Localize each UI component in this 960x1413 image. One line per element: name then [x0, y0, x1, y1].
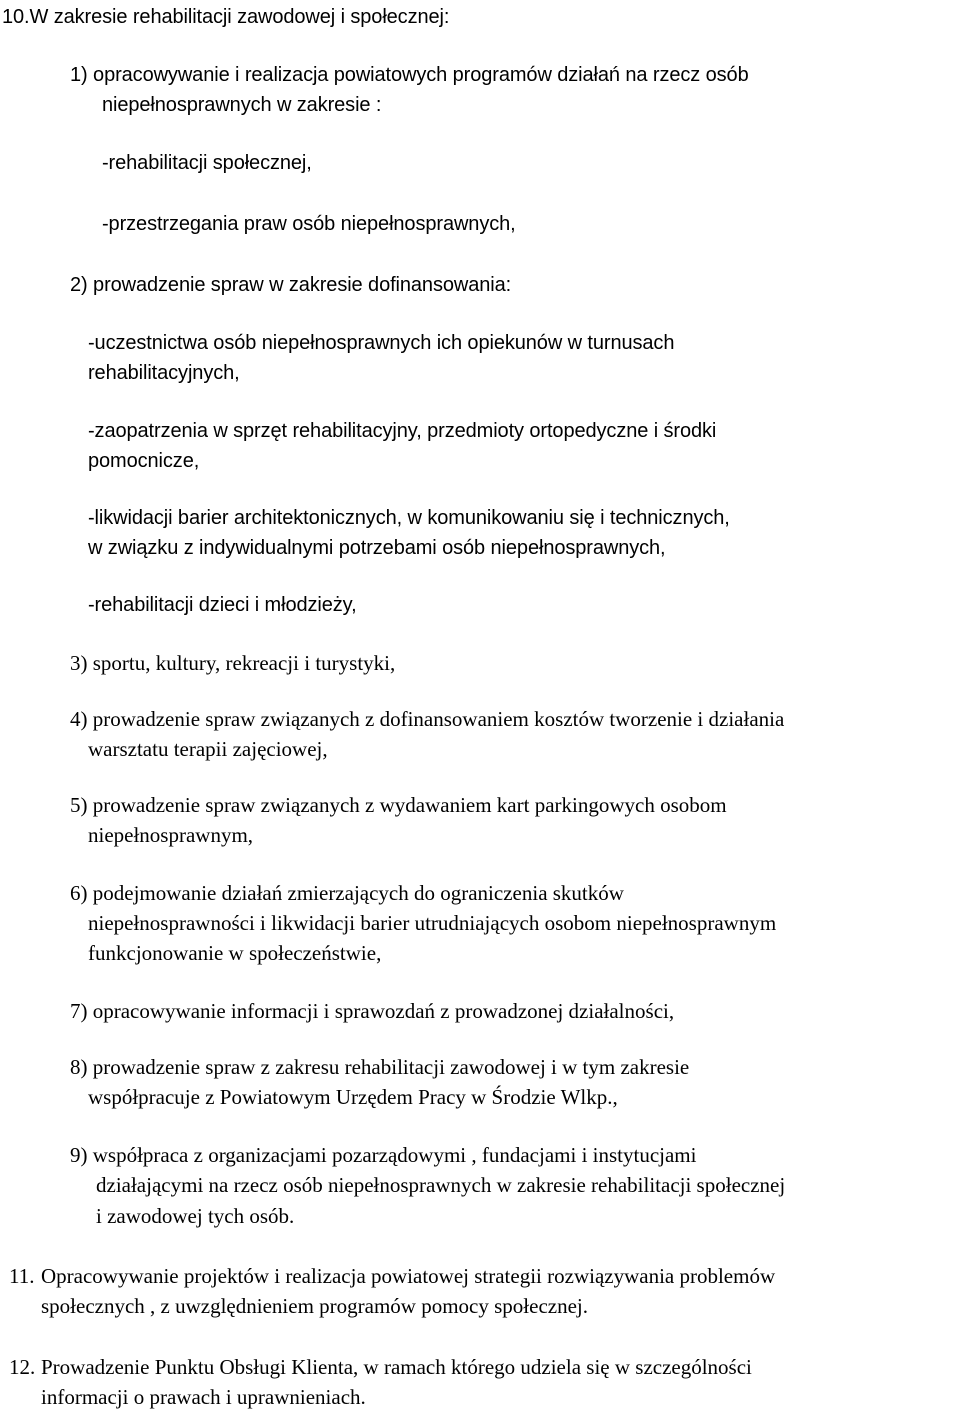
item-2-sub-c-line-2: w związku z indywidualnymi potrzebami osób niepełnosprawnych, [88, 537, 666, 559]
item-9-line-1: 9) współpraca z organizacjami pozarządowymi , fundacjami i instytucjami [70, 1143, 697, 1167]
item-1-sub-b: -przestrzegania praw osób niepełnosprawnych, [102, 213, 516, 235]
item-1-line-2: niepełnosprawnych w zakresie : [102, 94, 382, 116]
section-12-line-1: Prowadzenie Punktu Obsługi Klienta, w ramach którego udziela się w szczególności [41, 1355, 752, 1379]
item-9-line-2: działającymi na rzecz osób niepełnosprawnych w zakresie rehabilitacji społecznej [96, 1173, 786, 1197]
item-5-line-2: niepełnosprawnym, [88, 823, 254, 847]
item-7-line-1: 7) opracowywanie informacji i sprawozdań z prowadzonej działalności, [70, 999, 675, 1023]
item-2-line-1: 2) prowadzenie spraw w zakresie dofinansowania: [70, 274, 512, 296]
section-11-line-1: Opracowywanie projektów i realizacja powiatowej strategii rozwiązywania problemów [41, 1264, 776, 1288]
section-10-heading: 10.W zakresie rehabilitacji zawodowej i społecznej: [2, 6, 450, 28]
item-2-sub-b-line-2: pomocnicze, [88, 450, 200, 472]
item-9-line-3: i zawodowej tych osób. [96, 1204, 295, 1228]
item-1-line-1: 1) opracowywanie i realizacja powiatowych programów działań na rzecz osób [70, 64, 749, 86]
section-11-number: 11. [9, 1264, 35, 1288]
section-12-line-2: informacji o prawach i uprawnieniach. [41, 1385, 366, 1409]
section-11-line-2: społecznych , z uwzględnieniem programów pomocy społecznej. [41, 1294, 588, 1318]
item-2-sub-d: -rehabilitacji dzieci i młodzieży, [88, 594, 357, 616]
item-2-sub-a-line-1: -uczestnictwa osób niepełnosprawnych ich opiekunów w turnusach [88, 332, 675, 354]
item-8-line-1: 8) prowadzenie spraw z zakresu rehabilitacji zawodowej i w tym zakresie [70, 1055, 690, 1079]
item-4-line-1: 4) prowadzenie spraw związanych z dofinansowaniem kosztów tworzenie i działania [70, 707, 785, 731]
item-3-line-1: 3) sportu, kultury, rekreacji i turystyki, [70, 651, 396, 675]
item-6-line-1: 6) podejmowanie działań zmierzających do ograniczenia skutków [70, 881, 624, 905]
item-1-sub-a: -rehabilitacji społecznej, [102, 152, 312, 174]
item-6-line-2: niepełnosprawności i likwidacji barier utrudniających osobom niepełnosprawnym [88, 911, 777, 935]
item-8-line-2: współpracuje z Powiatowym Urzędem Pracy w Środzie Wlkp., [88, 1085, 618, 1109]
item-2-sub-c-line-1: -likwidacji barier architektonicznych, w komunikowaniu się i technicznych, [88, 507, 730, 529]
item-5-line-1: 5) prowadzenie spraw związanych z wydawaniem kart parkingowych osobom [70, 793, 727, 817]
item-2-sub-a-line-2: rehabilitacyjnych, [88, 362, 240, 384]
item-2-sub-b-line-1: -zaopatrzenia w sprzęt rehabilitacyjny, przedmioty ortopedyczne i środki [88, 420, 717, 442]
item-4-line-2: warsztatu terapii zajęciowej, [88, 737, 328, 761]
section-12-number: 12. [9, 1355, 36, 1379]
item-6-line-3: funkcjonowanie w społeczeństwie, [88, 941, 382, 965]
